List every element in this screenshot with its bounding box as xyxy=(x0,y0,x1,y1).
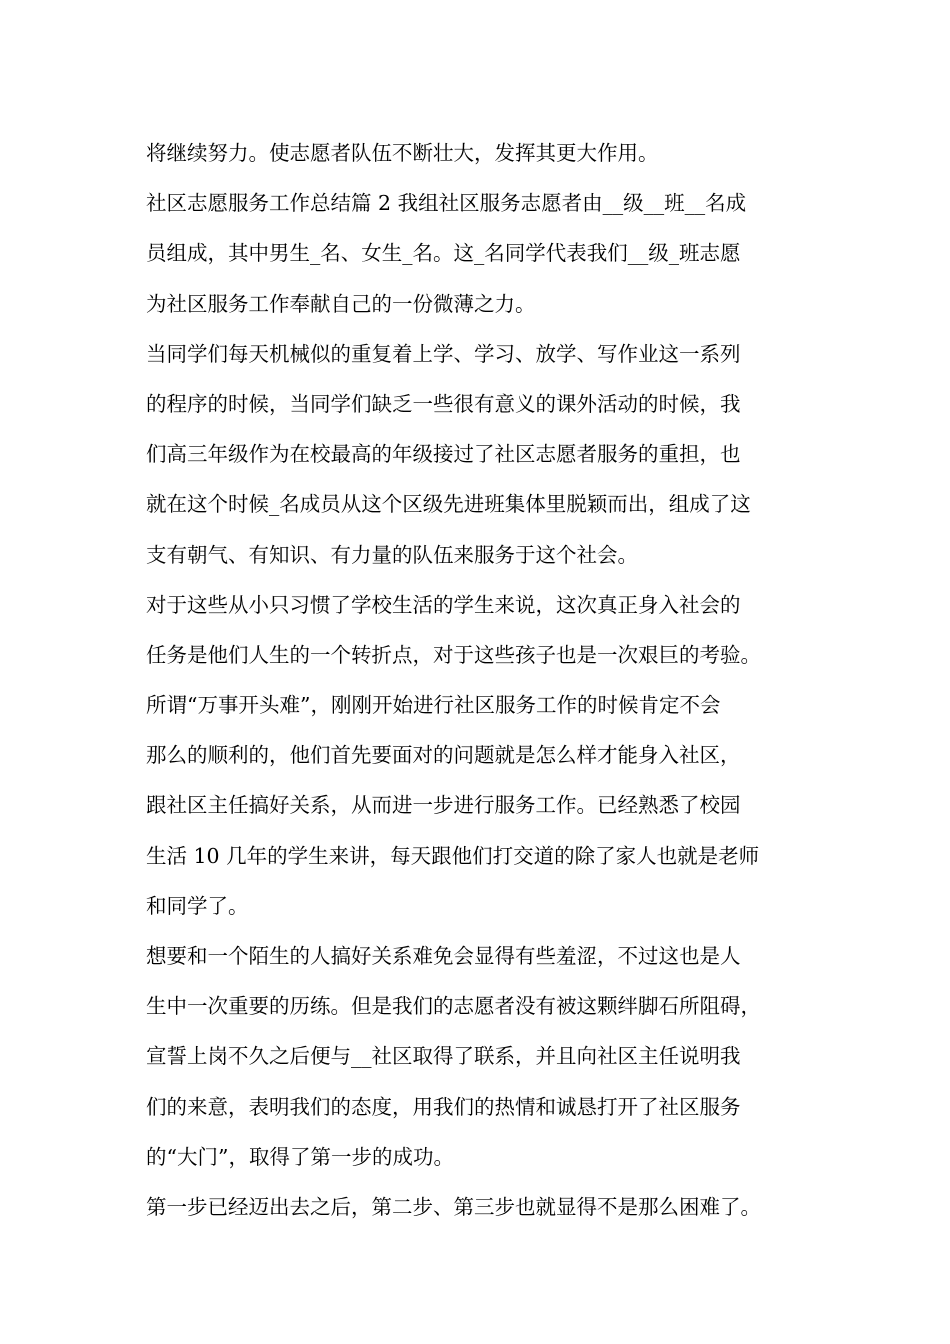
text-line: 社区志愿服务工作总结篇 2 我组社区服务志愿者由__级__班__名成 xyxy=(146,191,747,216)
text-line: 当同学们每天机械似的重复着上学、学习、放学、写作业这一系列 xyxy=(146,341,741,366)
text-line: 员组成，其中男生_名、女生_名。这_名同学代表我们__级_班志愿 xyxy=(146,241,741,266)
text-line: 们高三年级作为在校最高的年级接过了社区志愿者服务的重担，也 xyxy=(146,442,741,467)
text-line: 第一步已经迈出去之后，第二步、第三步也就显得不是那么困难了。 xyxy=(146,1194,761,1219)
text-line: 将继续努力。使志愿者队伍不断壮大，发挥其更大作用。 xyxy=(146,141,659,165)
text-line: 的“大门”，取得了第一步的成功。 xyxy=(146,1144,454,1169)
text-line: 所谓“万事开头难”，刚刚开始进行社区服务工作的时候肯定不会 xyxy=(146,693,721,718)
text-line: 支有朝气、有知识、有力量的队伍来服务于这个社会。 xyxy=(146,542,638,567)
text-line: 想要和一个陌生的人搞好关系难免会显得有些羞涩，不过这也是人 xyxy=(146,944,741,968)
text-line: 生活 10 几年的学生来讲，每天跟他们打交道的除了家人也就是老师 xyxy=(146,843,760,868)
text-line: 为社区服务工作奉献自己的一份微薄之力。 xyxy=(146,291,536,316)
text-line: 就在这个时候_名成员从这个区级先进班集体里脱颖而出，组成了这 xyxy=(146,492,751,517)
text-line: 的程序的时候，当同学们缺乏一些很有意义的课外活动的时候，我 xyxy=(146,391,741,416)
text-line: 任务是他们人生的一个转折点，对于这些孩子也是一次艰巨的考验。 xyxy=(146,642,761,667)
text-line: 宣誓上岗不久之后便与__社区取得了联系，并且向社区主任说明我 xyxy=(146,1044,741,1069)
text-line: 们的来意，表明我们的态度，用我们的热情和诚恳打开了社区服务 xyxy=(146,1094,741,1119)
text-line: 生中一次重要的历练。但是我们的志愿者没有被这颗绊脚石所阻碍， xyxy=(146,994,761,1019)
text-line: 跟社区主任搞好关系，从而进一步进行服务工作。已经熟悉了校园 xyxy=(146,793,741,818)
document-body xyxy=(146,128,836,1232)
text-line: 那么的顺利的，他们首先要面对的问题就是怎么样才能身入社区， xyxy=(146,743,741,768)
text-line: 和同学了。 xyxy=(146,893,249,918)
text-line: 对于这些从小只习惯了学校生活的学生来说，这次真正身入社会的 xyxy=(146,592,741,617)
